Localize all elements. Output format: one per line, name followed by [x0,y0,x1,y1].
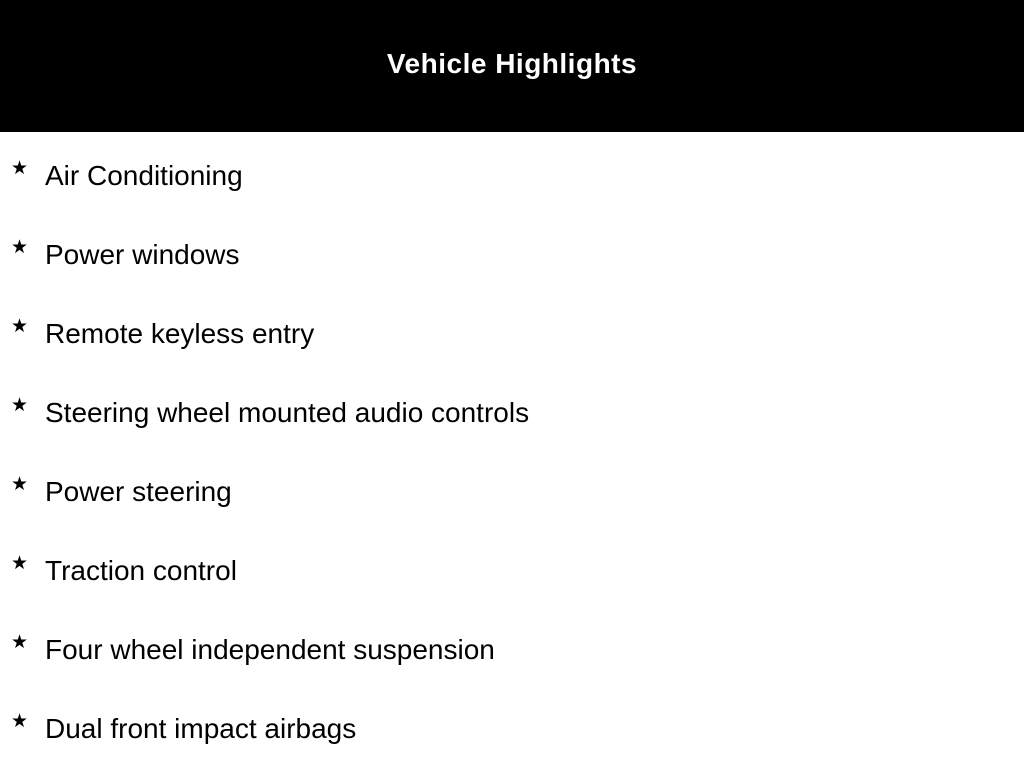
star-icon: ★ [11,473,29,495]
page-header [0,0,1024,132]
highlight-label: Traction control [45,555,237,586]
star-icon: ★ [11,315,29,337]
highlight-label: Four wheel independent suspension [45,634,495,665]
highlight-label: Steering wheel mounted audio controls [45,397,530,428]
star-icon: ★ [11,236,29,258]
highlight-label: Dual front impact airbags [45,713,357,744]
star-icon: ★ [11,394,29,416]
star-icon: ★ [11,552,29,574]
highlight-label: Power windows [45,239,240,270]
highlight-label: Remote keyless entry [45,318,315,349]
page-title: Vehicle Highlights [386,48,638,79]
star-icon: ★ [11,631,29,653]
highlight-label: Air Conditioning [45,160,243,191]
star-icon: ★ [11,157,29,179]
star-icon: ★ [11,710,29,732]
highlight-label: Power steering [45,476,232,507]
